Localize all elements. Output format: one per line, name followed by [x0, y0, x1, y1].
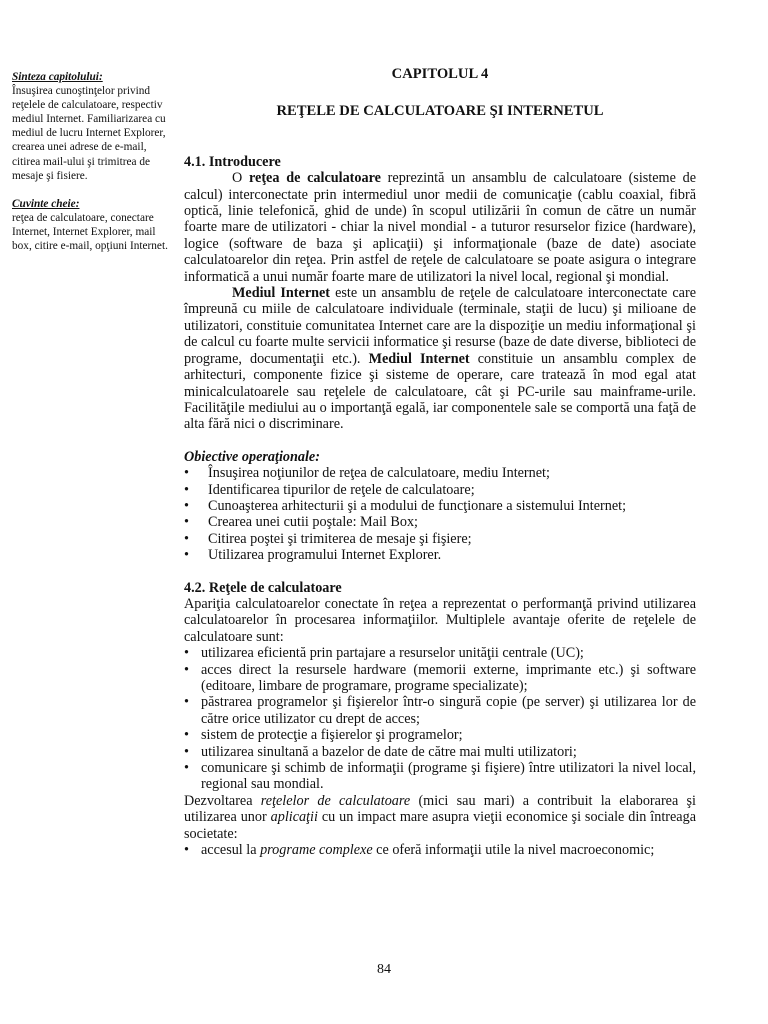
list-item: • Cunoaşterea arhitecturii şi a modului de funcţionare a sistemului Internet;: [184, 498, 696, 514]
list-item: • Citirea poştei şi trimiterea de mesaje şi fişiere;: [184, 531, 696, 547]
list-item: • Identificarea tipurilor de reţele de calculatoare;: [184, 482, 696, 498]
term-internet-2: Mediul Internet: [368, 350, 470, 367]
keywords-text: reţea de calculatoare, conectare Internet, Internet Explorer, mail box, citire e-mail, opţiuni Internet.: [12, 211, 168, 253]
list-item: • păstrarea programelor şi fişierelor într-o singură copie (pe server) şi utilizarea lor de către orice utilizator cu drept de acces;: [184, 694, 696, 727]
paragraph-network-definition: O reţea de calculatoare reprezintă un ansamblu de calculatoare (sisteme de calcul) interconectate prin intermediul unor medii de comunicaţie (cablu coaxial, fibră optică, linie telefonică, ghid de unde) în scopul utilizării în comun de către un număr foarte mare de utilizatori - chiar la nivel mondial - a tuturor resurselor fizice (hardware), logice (software de baza şi aplicaţii) şi informaţionale (baze de date) asociate calculatoarelor din reţea. Prin astfel de reţele de calculatoare se poate asigura o integrare informatică a unui număr foarte mare de utilizatori la nivel local, regional şi mondial.: [184, 170, 696, 285]
list-item: • utilizarea eficientă prin partajare a resurselor unităţii centrale (UC);: [184, 645, 696, 661]
page-number: 84: [377, 962, 391, 977]
chapter-label: CAPITOLUL 4: [391, 66, 489, 82]
page-body: [184, 66, 696, 858]
list-item: • acces direct la resursele hardware (memorii externe, imprimante etc.) şi software (editoare, limbare de programare, programe specializate);: [184, 662, 696, 695]
term-network: reţea de calculatoare: [249, 170, 381, 187]
chapter-title: REŢELE DE CALCULATOARE ŞI INTERNETUL: [276, 103, 604, 120]
list-item: • accesul la programe complexe ce oferă informaţii utile la nivel macroeconomic;: [184, 842, 696, 858]
advantages-list: [184, 645, 696, 793]
keywords-title: Cuvinte cheie:: [12, 197, 80, 210]
list-item: • comunicare şi schimb de informaţii (programe şi fişiere) între utilizatori la nivel local, regional sau mondial.: [184, 760, 696, 793]
paragraph-development: Dezvoltarea reţelelor de calculatoare (mici sau mari) a contribuit la elaborarea şi utilizarea unor aplicaţii cu un impact mare asupra vieţii economice şi sociale din întreaga societate:: [184, 792, 696, 842]
summary-title: Sinteza capitolului:: [12, 71, 103, 83]
paragraph-internet-definition: Mediul Internet este un ansamblu de reţele de calculatoare interconectate care împreună cu miile de calculatoare individuale (terminale, staţii de lucu) şi milioane de utilizatori, constituie comunitatea Internet care are la dispoziţie un mediu informaţional şi de calcul cu foarte multe servicii informatice şi resurse (baze de date diverse, biblioteci de programe, documentaţii etc.). Mediul Internet constituie un ansamblu complex de arhitecturi, componente fizice şi sisteme de operare, care tratează în mod egal atat minicalculatoarele sau reţelele de calculatoare, cât şi PC-urile sau mainframe-urile. Facilităţile mediului au o importanţă egală, iar componentele sale se comportă una faţă de alta fără nici o discriminare.: [184, 285, 697, 433]
section-heading-networks: 4.2. Reţele de calculatoare: [184, 579, 342, 596]
list-item: • sistem de protecţie a fişierelor şi programelor;: [184, 727, 696, 743]
section-heading-intro: 4.1. Introducere: [184, 153, 281, 170]
list-item: • utilizarea sinultană a bazelor de date de către mai multi utilizatori;: [184, 744, 696, 760]
applications-list: [184, 842, 696, 858]
list-item: • Utilizarea programului Internet Explorer.: [184, 547, 696, 563]
chapter-sidebar: [12, 70, 176, 253]
list-item: • Crearea unei cutii poştale: Mail Box;: [184, 514, 696, 530]
term-internet: Mediul Internet: [232, 285, 331, 302]
objectives-title: Obiective operaţionale:: [184, 448, 320, 465]
objectives-list: [184, 465, 696, 563]
list-item: • Însuşirea noţiunilor de reţea de calculatoare, mediu Internet;: [184, 465, 696, 481]
paragraph-networks-intro: Apariţia calculatoarelor conectate în reţea a reprezentat o performanţă privind utilizarea calculatoarelor în procesarea informaţiilor. Multiplele avantaje oferite de reţelele de calculatoare sunt:: [184, 595, 696, 645]
summary-text: Însuşirea cunoştinţelor privind reţelele de calculatoare, respectiv mediul Internet. Familiarizarea cu mediul de lucru Internet Explorer, crearea unei adrese de e-mail, citirea mail-ului şi trimitrea de mesaje şi fisiere.: [12, 85, 166, 182]
